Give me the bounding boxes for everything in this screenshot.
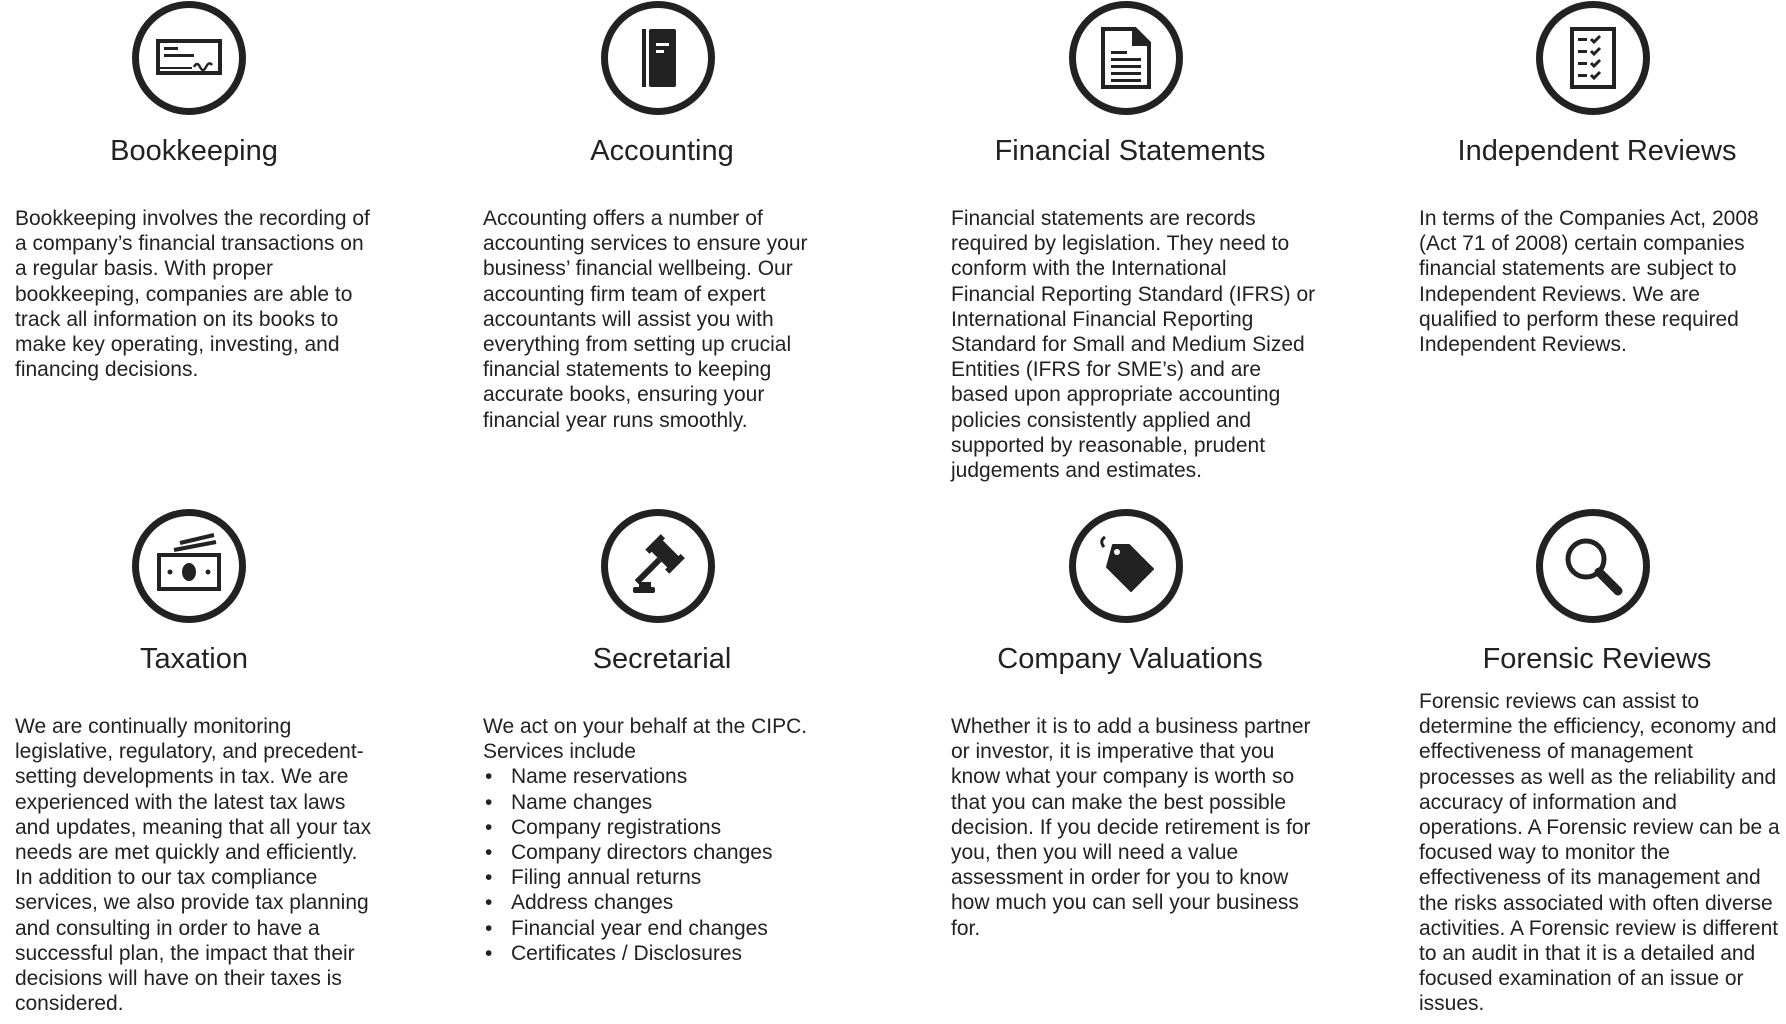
secretarial-intro: We act on your behalf at the CIPC.	[483, 715, 808, 738]
document-icon	[1069, 1, 1183, 115]
service-description: Accounting offers a number of accounting services to ensure your business’ financial wellbeing. Our accounting firm team of expert accountants will assist you with everything from setting up crucial financial statements to keeping accurate books, ensuring your financial year runs smoothly.	[483, 207, 808, 432]
list-item: • Company registrations	[483, 815, 833, 840]
service-title: Accounting	[590, 135, 734, 167]
service-description: We are continually monitoring legislative, regulatory, and precedent-setting developments in tax. We are experienced with the latest tax laws and updates, meaning that all your tax needs are met quickly and efficiently. In addition to our tax compliance services, we also provide tax planning and consulting in order to have a successful plan, the impact that their decisions will have on their taxes is considered.	[15, 715, 372, 1016]
secretarial-intro-services: Services include	[483, 740, 636, 764]
list-item: • Name changes	[483, 790, 833, 815]
service-title: Secretarial	[592, 643, 732, 675]
service-description	[483, 714, 833, 966]
gavel-icon	[601, 509, 715, 623]
list-item: • Address changes	[483, 890, 833, 915]
service-description: Forensic reviews can assist to determine the efficiency, economy and effectiveness of management processes as well as the reliability and accuracy of information and operations. A Forensic review can be a focused way to monitor the effectiveness of its management and the risks associated with often diverse activities. A Forensic review is different to an audit in that it is a detailed and focused examination of an issue or issues.	[1419, 690, 1780, 1016]
service-description: In terms of the Companies Act, 2008 (Act 71 of 2008) certain companies financial statements are subject to Independent Reviews. We are qualified to perform these required Independent Reviews.	[1419, 207, 1759, 357]
list-item: • Certificates / Disclosures	[483, 941, 833, 966]
price-tag-icon	[1069, 509, 1183, 623]
service-description: Bookkeeping involves the recording of a company’s financial transactions on a regular basis. With proper bookkeeping, companies are able to track all information on its books to make key operating, investing, and financing decisions.	[15, 207, 370, 382]
service-description: Whether it is to add a business partner or investor, it is imperative that you know what your company is worth so that you can make the best possible decision. If you decide retirement is for you, then you will need a value assessment in order for you to know how much you can sell your business for.	[951, 715, 1311, 940]
list-item: • Financial year end changes	[483, 916, 833, 941]
cash-icon	[132, 509, 246, 623]
service-title: Bookkeeping	[110, 135, 278, 167]
magnifier-icon	[1536, 509, 1650, 623]
list-item: • Company directors changes	[483, 840, 833, 865]
cheque-icon	[132, 1, 246, 115]
list-item: • Filing annual returns	[483, 865, 833, 890]
service-title: Financial Statements	[994, 135, 1266, 167]
service-title: Forensic Reviews	[1482, 643, 1712, 675]
service-title: Independent Reviews	[1457, 135, 1737, 167]
checklist-icon	[1536, 1, 1650, 115]
secretarial-services-list	[483, 764, 833, 966]
service-description: Financial statements are records required by legislation. They need to conform with the International Financial Reporting Standard (IFRS) or International Financial Reporting Standard for Small and Medium Sized Entities (IFRS for SME’s) and are based upon appropriate accounting policies consistently applied and supported by reasonable, prudent judgements and estimates.	[951, 207, 1316, 483]
service-title: Taxation	[139, 643, 248, 675]
list-item: • Name reservations	[483, 764, 833, 789]
ledger-book-icon	[601, 1, 715, 115]
service-title: Company Valuations	[997, 643, 1263, 675]
